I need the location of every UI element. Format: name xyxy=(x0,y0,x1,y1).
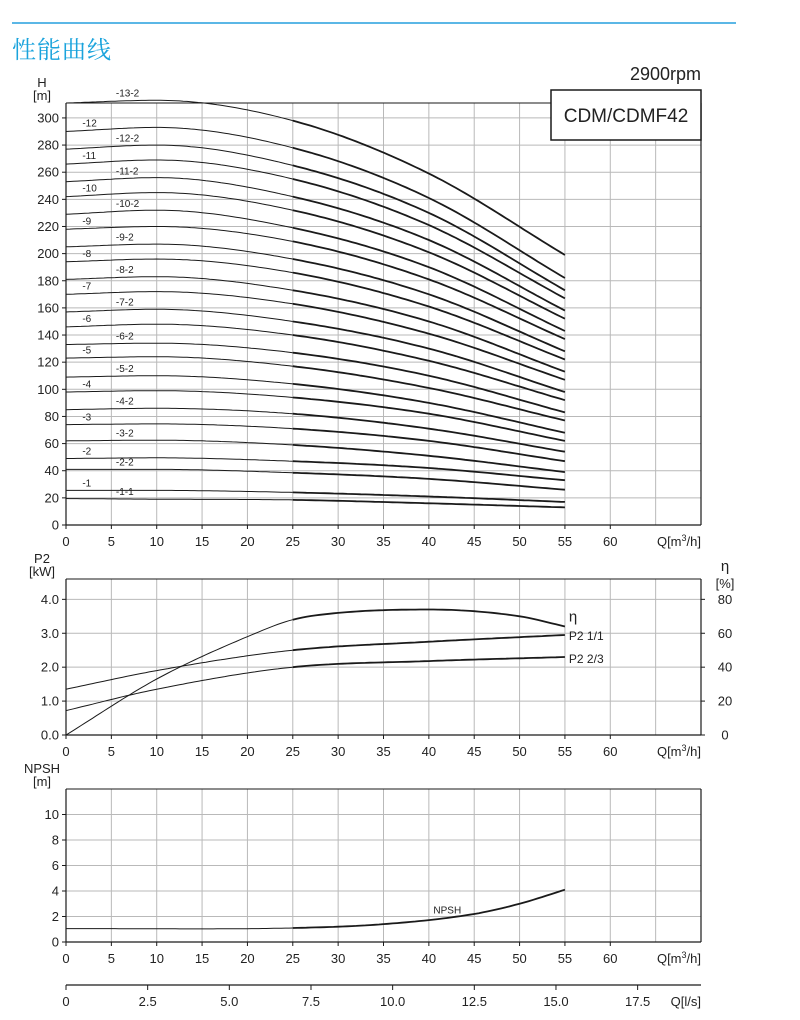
npsh-y-unit: [m] xyxy=(32,774,52,789)
power-xtick-label: 20 xyxy=(240,744,255,759)
npsh-chart-grid xyxy=(66,789,701,942)
head-ytick-label: 80 xyxy=(44,408,59,424)
head-ytick-label: 40 xyxy=(44,463,59,479)
power-x-label: $Q[m^3/h]$ xyxy=(656,743,701,759)
head-ytick-label: 260 xyxy=(37,164,59,180)
power-y2tick-label: 0 xyxy=(721,727,729,743)
ls-axis-label: Q[l/s] xyxy=(670,994,701,1009)
head-ytick-label: 100 xyxy=(37,381,59,397)
head-ytick-label: 180 xyxy=(37,273,59,289)
head-curve-4-2-thin xyxy=(66,408,293,413)
head-curve-label: -11-2 xyxy=(115,166,139,178)
head-ytick-label: 120 xyxy=(37,354,59,370)
npsh-chart-axes xyxy=(24,761,701,966)
npsh-ytick-label: 6 xyxy=(51,858,59,873)
head-curve-5-thin xyxy=(66,357,293,367)
ls-tick-label: 10.0 xyxy=(379,994,406,1009)
npsh-y-label: NPSH xyxy=(23,761,61,776)
head-curve-label: -1-1 xyxy=(115,487,134,499)
npsh-ytick-label: 10 xyxy=(44,807,59,822)
power-xtick-label: 40 xyxy=(421,744,437,759)
head-curve-7-2-thin xyxy=(66,309,293,321)
power-curve-p2-two-thirds-thin xyxy=(66,667,293,710)
head-curve-label: -7-2 xyxy=(115,297,134,309)
power-ytick-label: 3.0 xyxy=(40,625,59,641)
power-xtick-label: 5 xyxy=(107,744,115,759)
head-curve-11-2-thin xyxy=(66,178,293,197)
power-chart-grid xyxy=(66,579,701,735)
head-curve-label: -8-2 xyxy=(115,265,134,277)
power-y-label: P2 xyxy=(34,551,50,566)
head-curve-6-2-thin xyxy=(66,343,293,353)
power-y2-unit: [%] xyxy=(715,576,735,591)
npsh-xtick-label: 50 xyxy=(512,951,527,966)
npsh-curve-thin xyxy=(66,928,293,929)
head-xtick-label: 60 xyxy=(603,534,618,549)
power-xtick-label: 25 xyxy=(285,744,301,759)
head-ytick-label: 200 xyxy=(37,246,59,262)
npsh-ytick-label: 0 xyxy=(51,934,59,950)
head-curve-label: -9 xyxy=(82,216,92,228)
head-curve-7-thin xyxy=(66,292,293,304)
head-curve-label: -4-2 xyxy=(115,396,134,408)
head-curve-1-thin xyxy=(66,490,293,492)
head-curve-11-thin xyxy=(66,160,293,179)
head-ytick-label: 300 xyxy=(37,110,59,126)
head-ytick-label: 0 xyxy=(51,517,59,533)
head-curve-label: -11 xyxy=(82,150,97,162)
head-curve-label: -10 xyxy=(82,183,97,195)
ls-tick-label: 7.5 xyxy=(301,994,321,1009)
head-curve-8-thin xyxy=(66,259,293,273)
power-xtick-label: 15 xyxy=(194,744,210,759)
power-ytick-label: 4.0 xyxy=(40,591,59,607)
head-curve-10-2-thin xyxy=(66,210,293,228)
head-xtick-label: 50 xyxy=(512,534,527,549)
power-xtick-label: 30 xyxy=(330,744,346,759)
power-ytick-label: 0.0 xyxy=(40,727,59,743)
power-y2-label: η xyxy=(720,558,730,575)
head-ytick-label: 20 xyxy=(44,490,59,506)
head-curves xyxy=(66,89,565,508)
head-xtick-label: 55 xyxy=(557,534,573,549)
head-xtick-label: 35 xyxy=(376,534,391,549)
head-curve-label: -5-2 xyxy=(115,363,134,375)
ls-tick-label: 5.0 xyxy=(220,994,239,1009)
head-xtick-label: 20 xyxy=(240,534,255,549)
head-xtick-label: 45 xyxy=(466,534,482,549)
head-ytick-label: 220 xyxy=(37,218,59,234)
power-y2tick-label: 60 xyxy=(717,625,733,641)
power-curve-p2-full-thin xyxy=(66,650,293,689)
power-curve-label: P2 2/3 xyxy=(568,652,604,666)
power-xtick-label: 35 xyxy=(376,744,391,759)
head-curve-4-thin xyxy=(66,391,293,398)
head-chart-grid xyxy=(66,103,701,525)
head-curve-label: -6 xyxy=(82,314,92,326)
power-xtick-label: 45 xyxy=(466,744,482,759)
head-curve-2-thin xyxy=(66,458,293,461)
npsh-xtick-label: 45 xyxy=(466,951,482,966)
head-y-unit: [m] xyxy=(32,88,52,103)
head-curve-6-thin xyxy=(66,324,293,335)
head-curve-label: -6-2 xyxy=(115,331,134,343)
npsh-x-label: $Q[m^3/h]$ xyxy=(656,950,701,966)
npsh-xtick-label: 15 xyxy=(194,951,210,966)
ls-tick-label: 15.0 xyxy=(543,994,569,1009)
npsh-xtick-label: 0 xyxy=(62,951,70,966)
ls-tick-label: 12.5 xyxy=(461,994,487,1009)
page-title: 性能曲线 xyxy=(12,36,112,64)
npsh-xtick-label: 5 xyxy=(107,951,115,966)
ls-tick-label: 0 xyxy=(62,994,70,1009)
npsh-xtick-label: 60 xyxy=(603,951,618,966)
head-curve-5-2-thin xyxy=(66,376,293,384)
head-ytick-label: 140 xyxy=(37,327,59,343)
power-xtick-label: 10 xyxy=(149,744,164,759)
head-ytick-label: 160 xyxy=(37,300,59,316)
head-curve-label: -8 xyxy=(82,248,92,260)
head-curve-label: -2 xyxy=(82,446,92,458)
head-xtick-label: 10 xyxy=(149,534,164,549)
head-ytick-label: 280 xyxy=(37,137,59,153)
head-curve-label: -4 xyxy=(82,379,92,391)
head-curve-label: -10-2 xyxy=(115,198,140,210)
npsh-xtick-label: 55 xyxy=(557,951,573,966)
head-curve-label: -12-2 xyxy=(115,133,140,145)
head-curve-label: -13-2 xyxy=(115,88,140,100)
ls-axis xyxy=(62,985,701,1009)
power-xtick-label: 0 xyxy=(62,744,70,759)
head-curve-label: -3-2 xyxy=(115,428,134,440)
power-ytick-label: 2.0 xyxy=(40,659,59,675)
head-curve-8-2-thin xyxy=(66,277,293,291)
head-curve-3-2-thin xyxy=(66,440,293,445)
npsh-curve-label: NPSH xyxy=(433,905,462,917)
head-y-label: H xyxy=(37,75,47,90)
head-curve-9-2-thin xyxy=(66,244,293,259)
head-curve-label: -1 xyxy=(82,478,92,490)
head-curve-label: -5 xyxy=(82,345,92,357)
power-curve-label: η xyxy=(568,608,578,626)
head-xtick-label: 5 xyxy=(107,534,115,549)
power-xtick-label: 50 xyxy=(512,744,527,759)
head-curve-10-thin xyxy=(66,193,293,211)
npsh-xtick-label: 30 xyxy=(330,951,346,966)
power-curve-eta-thin xyxy=(66,620,293,735)
npsh-xtick-label: 35 xyxy=(376,951,391,966)
power-xtick-label: 55 xyxy=(557,744,573,759)
head-curve-label: -9-2 xyxy=(115,232,134,244)
ls-tick-label: 17.5 xyxy=(624,994,651,1009)
head-xtick-label: 0 xyxy=(62,534,70,549)
speed-label: 2900rpm xyxy=(629,64,701,84)
npsh-xtick-label: 20 xyxy=(240,951,255,966)
power-y2tick-label: 40 xyxy=(717,659,733,675)
npsh-xtick-label: 10 xyxy=(149,951,164,966)
head-ytick-label: 60 xyxy=(44,436,59,452)
npsh-ytick-label: 8 xyxy=(51,832,59,848)
head-xtick-label: 30 xyxy=(330,534,346,549)
power-y2tick-label: 80 xyxy=(717,591,733,607)
ls-tick-label: 2.5 xyxy=(138,994,157,1009)
power-ytick-label: 1.0 xyxy=(40,693,59,709)
head-curve-label: -3 xyxy=(82,412,92,424)
npsh-ytick-label: 2 xyxy=(51,909,59,924)
head-curve-1-1-thin xyxy=(66,499,293,500)
head-xtick-label: 15 xyxy=(194,534,210,549)
head-xtick-label: 25 xyxy=(285,534,301,549)
head-curve-3-thin xyxy=(66,424,293,429)
head-curve-label: -2-2 xyxy=(115,457,134,469)
power-y-unit: [kW] xyxy=(29,564,55,579)
head-ytick-label: 240 xyxy=(37,191,59,207)
npsh-xtick-label: 25 xyxy=(285,951,301,966)
npsh-ytick-label: 4 xyxy=(51,883,59,899)
head-curve-9-thin xyxy=(66,227,293,242)
head-x-label: $Q[m^3/h]$ xyxy=(656,533,701,549)
npsh-curves xyxy=(66,890,565,929)
power-curves xyxy=(66,608,604,735)
power-curve-label: P2 1/1 xyxy=(568,628,604,643)
power-xtick-label: 60 xyxy=(603,744,618,759)
npsh-xtick-label: 40 xyxy=(421,951,437,966)
head-xtick-label: 40 xyxy=(421,534,437,549)
power-chart-axes xyxy=(29,551,734,759)
power-y2tick-label: 20 xyxy=(717,693,733,709)
head-curve-label: -7 xyxy=(82,281,92,293)
model-label: CDM/CDMF42 xyxy=(563,106,689,127)
head-curve-label: -12 xyxy=(82,118,97,130)
